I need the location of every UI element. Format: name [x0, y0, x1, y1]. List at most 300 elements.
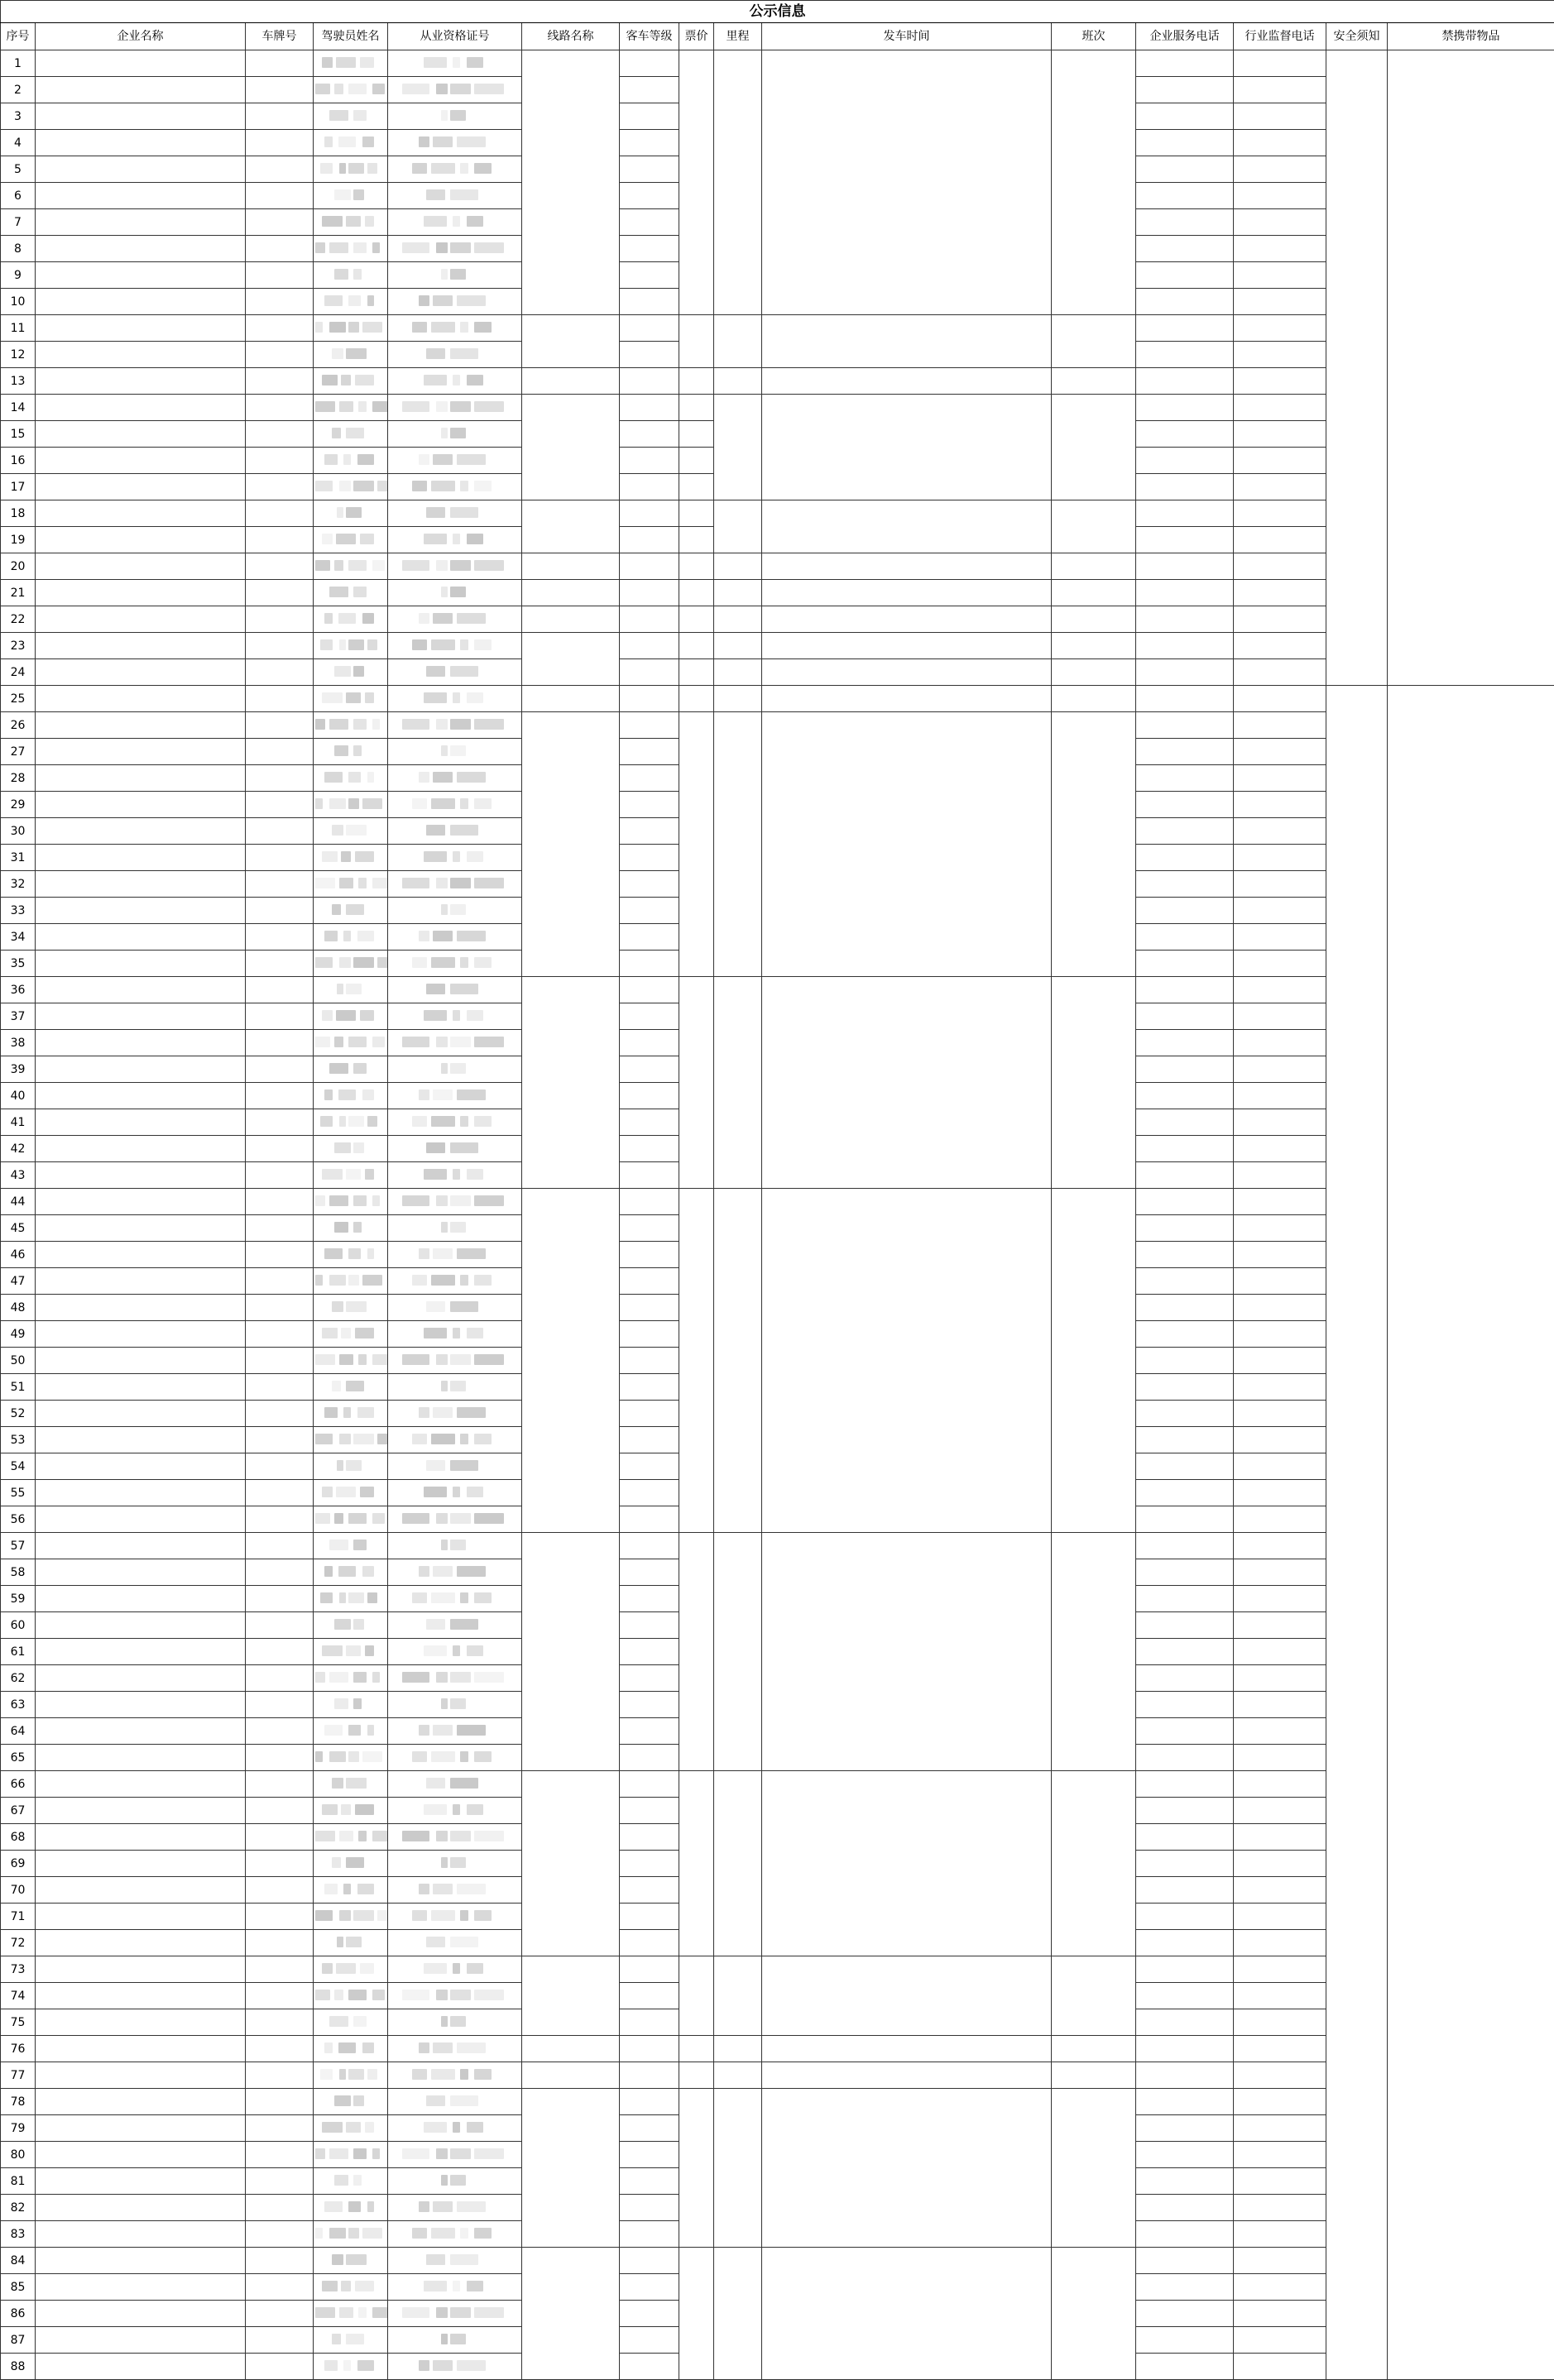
supervise-phone	[1234, 448, 1326, 474]
table-row	[1, 1771, 1554, 1798]
redacted-mark	[433, 1725, 453, 1736]
row-number: 12	[1, 342, 36, 368]
plate-number	[246, 1877, 314, 1904]
redacted-mark	[402, 1672, 429, 1683]
company-name	[36, 2062, 246, 2089]
supervise-phone	[1234, 2195, 1326, 2221]
company-name	[36, 686, 246, 712]
license-number-redacted	[388, 1295, 522, 1321]
service-phone	[1136, 712, 1234, 739]
redacted-mark	[322, 1328, 338, 1338]
redacted-mark	[431, 1434, 455, 1444]
service-phone	[1136, 2062, 1234, 2089]
plate-number	[246, 871, 314, 898]
redacted-mark	[457, 1884, 486, 1894]
redacted-mark	[346, 1937, 362, 1947]
redacted-mark	[334, 1142, 351, 1153]
service-phone	[1136, 448, 1234, 474]
row-number: 70	[1, 1877, 36, 1904]
row-number: 60	[1, 1612, 36, 1639]
company-name	[36, 845, 246, 871]
license-number-redacted	[388, 712, 522, 739]
service-phone	[1136, 1109, 1234, 1136]
redacted-mark	[474, 1910, 492, 1921]
service-phone	[1136, 500, 1234, 527]
redacted-mark	[365, 216, 374, 227]
plate-number	[246, 1083, 314, 1109]
driver-name-redacted	[314, 2221, 388, 2248]
plate-number	[246, 183, 314, 209]
driver-name-redacted	[314, 1559, 388, 1586]
redacted-mark	[402, 1354, 429, 1365]
redacted-mark	[450, 560, 471, 571]
service-phone	[1136, 1904, 1234, 1930]
redacted-mark	[339, 639, 346, 650]
service-phone	[1136, 395, 1234, 421]
bus-grade	[620, 1559, 679, 1586]
redacted-mark	[431, 481, 455, 491]
redacted-mark	[329, 1751, 346, 1762]
redacted-mark	[453, 1963, 460, 1974]
schedule-frequency	[1052, 2062, 1136, 2089]
supervise-phone	[1234, 1692, 1326, 1718]
redacted-mark	[474, 719, 504, 730]
bus-grade	[620, 315, 679, 342]
row-number: 48	[1, 1295, 36, 1321]
table-row	[1, 2089, 1554, 2115]
supervise-phone	[1234, 1586, 1326, 1612]
redacted-mark	[426, 825, 445, 836]
service-phone	[1136, 765, 1234, 792]
company-name	[36, 315, 246, 342]
bus-grade	[620, 898, 679, 924]
redacted-mark	[441, 110, 448, 121]
driver-name-redacted	[314, 606, 388, 633]
redacted-mark	[457, 613, 486, 624]
row-number: 88	[1, 2354, 36, 2380]
redacted-mark	[348, 1513, 367, 1524]
row-number: 87	[1, 2327, 36, 2354]
plate-number	[246, 2195, 314, 2221]
supervise-phone	[1234, 1930, 1326, 1956]
redacted-mark	[433, 295, 453, 306]
license-number-redacted	[388, 2009, 522, 2036]
redacted-mark	[426, 1778, 445, 1789]
redacted-mark	[433, 772, 453, 783]
redacted-mark	[346, 1460, 362, 1471]
redacted-mark	[346, 348, 367, 359]
row-number: 31	[1, 845, 36, 871]
bus-grade	[620, 1321, 679, 1348]
company-name	[36, 871, 246, 898]
redacted-mark	[358, 2307, 367, 2318]
redacted-mark	[453, 1645, 460, 1656]
redacted-mark	[433, 2201, 453, 2212]
redacted-mark	[377, 957, 388, 968]
redacted-mark	[450, 2334, 466, 2344]
departure-time	[762, 633, 1052, 659]
license-number-redacted	[388, 659, 522, 686]
redacted-mark	[315, 1990, 330, 2000]
driver-name-redacted	[314, 818, 388, 845]
company-name	[36, 1956, 246, 1983]
license-number-redacted	[388, 342, 522, 368]
bus-grade	[620, 1506, 679, 1533]
driver-name-redacted	[314, 1930, 388, 1956]
supervise-phone	[1234, 2221, 1326, 2248]
supervise-phone	[1234, 1877, 1326, 1904]
route-distance	[714, 1956, 762, 2036]
bus-grade	[620, 845, 679, 871]
supervise-phone	[1234, 1904, 1326, 1930]
service-phone	[1136, 1956, 1234, 1983]
redacted-mark	[334, 269, 348, 280]
driver-name-redacted	[314, 1136, 388, 1162]
bus-grade	[620, 1162, 679, 1189]
table-row	[1, 368, 1554, 395]
bus-grade	[620, 395, 679, 421]
column-header: 班次	[1052, 23, 1136, 50]
redacted-mark	[346, 1778, 367, 1789]
redacted-mark	[467, 1010, 483, 1021]
plate-number	[246, 395, 314, 421]
plate-number	[246, 898, 314, 924]
redacted-mark	[433, 2360, 453, 2371]
bus-grade	[620, 2221, 679, 2248]
bus-grade	[620, 527, 679, 553]
bus-grade	[620, 1295, 679, 1321]
license-number-redacted	[388, 1003, 522, 1030]
company-name	[36, 818, 246, 845]
plate-number	[246, 1586, 314, 1612]
route-name	[522, 1956, 620, 2036]
redacted-mark	[426, 1619, 445, 1630]
redacted-mark	[436, 878, 448, 888]
driver-name-redacted	[314, 924, 388, 951]
company-name	[36, 2301, 246, 2327]
license-number-redacted	[388, 951, 522, 977]
redacted-mark	[348, 84, 367, 94]
redacted-mark	[424, 1963, 447, 1974]
redacted-mark	[339, 1116, 346, 1127]
service-phone	[1136, 1268, 1234, 1295]
ticket-price	[679, 315, 714, 368]
supervise-phone	[1234, 1215, 1326, 1242]
redacted-mark	[460, 1751, 468, 1762]
license-number-redacted	[388, 871, 522, 898]
service-phone	[1136, 527, 1234, 553]
supervise-phone	[1234, 1083, 1326, 1109]
ticket-price	[679, 606, 714, 633]
ticket-price	[679, 500, 714, 527]
redacted-mark	[453, 692, 460, 703]
bus-grade	[620, 1109, 679, 1136]
redacted-mark	[450, 1354, 471, 1365]
row-number: 35	[1, 951, 36, 977]
redacted-mark	[467, 692, 483, 703]
redacted-mark	[315, 1354, 335, 1365]
redacted-mark	[324, 454, 338, 465]
redacted-mark	[426, 1937, 445, 1947]
driver-name-redacted	[314, 2009, 388, 2036]
plate-number	[246, 1506, 314, 1533]
driver-name-redacted	[314, 2062, 388, 2089]
redacted-mark	[412, 2069, 427, 2080]
service-phone	[1136, 262, 1234, 289]
redacted-mark	[346, 1857, 364, 1868]
redacted-mark	[372, 1831, 388, 1841]
redacted-mark	[457, 2042, 486, 2053]
license-number-redacted	[388, 2036, 522, 2062]
schedule-frequency	[1052, 395, 1136, 500]
redacted-mark	[412, 322, 427, 333]
redacted-mark	[341, 2281, 351, 2291]
route-name	[522, 633, 620, 686]
plate-number	[246, 2248, 314, 2274]
redacted-mark	[433, 613, 453, 624]
row-number: 37	[1, 1003, 36, 1030]
redacted-mark	[353, 666, 364, 677]
redacted-mark	[324, 772, 343, 783]
redacted-mark	[460, 957, 468, 968]
route-name	[522, 553, 620, 580]
license-number-redacted	[388, 633, 522, 659]
license-number-redacted	[388, 739, 522, 765]
license-number-redacted	[388, 2115, 522, 2142]
company-name	[36, 1877, 246, 1904]
service-phone	[1136, 2115, 1234, 2142]
redacted-mark	[339, 1354, 353, 1365]
redacted-mark	[424, 57, 447, 68]
route-distance	[714, 553, 762, 580]
redacted-mark	[467, 1169, 483, 1180]
redacted-mark	[348, 2201, 361, 2212]
redacted-mark	[474, 798, 492, 809]
supervise-phone	[1234, 368, 1326, 395]
redacted-mark	[324, 1248, 343, 1259]
redacted-mark	[436, 1195, 448, 1206]
redacted-mark	[450, 1937, 478, 1947]
redacted-mark	[332, 1381, 341, 1391]
row-number: 6	[1, 183, 36, 209]
redacted-mark	[372, 2307, 388, 2318]
ticket-price	[679, 580, 714, 606]
schedule-frequency	[1052, 50, 1136, 315]
route-distance	[714, 2062, 762, 2089]
company-name	[36, 1056, 246, 1083]
redacted-mark	[343, 931, 351, 941]
ticket-price	[679, 368, 714, 395]
license-number-redacted	[388, 2274, 522, 2301]
service-phone	[1136, 1639, 1234, 1665]
redacted-mark	[474, 1116, 492, 1127]
bus-grade	[620, 2168, 679, 2195]
service-phone	[1136, 606, 1234, 633]
redacted-mark	[426, 348, 445, 359]
ticket-price	[679, 2248, 714, 2380]
schedule-frequency	[1052, 712, 1136, 977]
company-name	[36, 977, 246, 1003]
supervise-phone	[1234, 1559, 1326, 1586]
plate-number	[246, 2062, 314, 2089]
plate-number	[246, 1056, 314, 1083]
license-number-redacted	[388, 1851, 522, 1877]
redacted-mark	[334, 560, 343, 571]
row-number: 52	[1, 1401, 36, 1427]
company-name	[36, 1136, 246, 1162]
supervise-phone	[1234, 2036, 1326, 2062]
redacted-mark	[341, 375, 351, 385]
departure-time	[762, 1771, 1052, 1956]
bus-grade	[620, 2036, 679, 2062]
redacted-mark	[367, 2069, 377, 2080]
redacted-mark	[426, 507, 445, 518]
redacted-mark	[348, 1725, 361, 1736]
redacted-mark	[453, 2281, 460, 2291]
supervise-phone	[1234, 686, 1326, 712]
redacted-mark	[362, 613, 374, 624]
redacted-mark	[424, 1645, 447, 1656]
route-name	[522, 395, 620, 500]
redacted-mark	[334, 2095, 351, 2106]
redacted-mark	[431, 1592, 455, 1603]
service-phone	[1136, 1824, 1234, 1851]
company-name	[36, 1639, 246, 1665]
plate-number	[246, 1295, 314, 1321]
company-name	[36, 527, 246, 553]
plate-number	[246, 1003, 314, 1030]
departure-time	[762, 659, 1052, 686]
table-row	[1, 50, 1554, 77]
schedule-frequency	[1052, 686, 1136, 712]
departure-time	[762, 553, 1052, 580]
redacted-mark	[450, 401, 471, 412]
redacted-mark	[450, 1513, 471, 1524]
schedule-frequency	[1052, 633, 1136, 659]
redacted-mark	[357, 1884, 374, 1894]
company-name	[36, 1427, 246, 1453]
redacted-mark	[436, 401, 448, 412]
route-name	[522, 606, 620, 633]
schedule-frequency	[1052, 1533, 1136, 1771]
service-phone	[1136, 1453, 1234, 1480]
redacted-mark	[453, 375, 460, 385]
row-number: 47	[1, 1268, 36, 1295]
route-distance	[714, 1533, 762, 1771]
row-number: 19	[1, 527, 36, 553]
redacted-mark	[426, 666, 445, 677]
redacted-mark	[343, 2360, 351, 2371]
bus-grade	[620, 1427, 679, 1453]
redacted-mark	[348, 1592, 364, 1603]
row-number: 18	[1, 500, 36, 527]
supervise-phone	[1234, 2274, 1326, 2301]
redacted-mark	[322, 2122, 343, 2133]
driver-name-redacted	[314, 739, 388, 765]
driver-name-redacted	[314, 1904, 388, 1930]
redacted-mark	[315, 401, 335, 412]
supervise-phone	[1234, 818, 1326, 845]
service-phone	[1136, 183, 1234, 209]
redacted-mark	[474, 1513, 504, 1524]
driver-name-redacted	[314, 2036, 388, 2062]
plate-number	[246, 2168, 314, 2195]
row-number: 38	[1, 1030, 36, 1056]
service-phone	[1136, 1003, 1234, 1030]
schedule-frequency	[1052, 580, 1136, 606]
driver-name-redacted	[314, 1480, 388, 1506]
redacted-mark	[329, 1672, 348, 1683]
redacted-mark	[353, 745, 362, 756]
redacted-mark	[433, 1884, 453, 1894]
redacted-mark	[360, 1010, 374, 1021]
service-phone	[1136, 1851, 1234, 1877]
redacted-mark	[322, 2281, 338, 2291]
redacted-mark	[336, 1010, 356, 1021]
redacted-mark	[450, 348, 478, 359]
route-name	[522, 2036, 620, 2062]
company-name	[36, 1930, 246, 1956]
driver-name-redacted	[314, 2195, 388, 2221]
row-number: 29	[1, 792, 36, 818]
license-number-redacted	[388, 1771, 522, 1798]
supervise-phone	[1234, 1242, 1326, 1268]
bus-grade	[620, 1851, 679, 1877]
supervise-phone	[1234, 2301, 1326, 2327]
table-row	[1, 2248, 1554, 2274]
bus-grade	[620, 1136, 679, 1162]
company-name	[36, 1321, 246, 1348]
redacted-mark	[453, 1804, 460, 1815]
schedule-frequency	[1052, 977, 1136, 1189]
license-number-redacted	[388, 2062, 522, 2089]
service-phone	[1136, 580, 1234, 606]
redacted-mark	[419, 931, 429, 941]
redacted-mark	[336, 1963, 356, 1974]
row-number: 81	[1, 2168, 36, 2195]
redacted-mark	[315, 2228, 323, 2239]
redacted-mark	[460, 322, 468, 333]
driver-name-redacted	[314, 2327, 388, 2354]
redacted-mark	[329, 798, 346, 809]
schedule-frequency	[1052, 606, 1136, 633]
redacted-mark	[324, 1089, 333, 1100]
plate-number	[246, 1798, 314, 1824]
redacted-mark	[324, 613, 333, 624]
driver-name-redacted	[314, 686, 388, 712]
driver-name-redacted	[314, 1215, 388, 1242]
redacted-mark	[457, 931, 486, 941]
bus-grade	[620, 2248, 679, 2274]
driver-name-redacted	[314, 1586, 388, 1612]
redacted-mark	[450, 1037, 471, 1047]
redacted-mark	[450, 878, 471, 888]
redacted-mark	[474, 1751, 492, 1762]
route-distance	[714, 1771, 762, 1956]
redacted-mark	[441, 745, 448, 756]
redacted-mark	[402, 84, 429, 94]
plate-number	[246, 2274, 314, 2301]
redacted-mark	[474, 1037, 504, 1047]
company-name	[36, 1083, 246, 1109]
redacted-mark	[315, 560, 330, 571]
row-number: 4	[1, 130, 36, 156]
redacted-mark	[329, 2016, 348, 2027]
route-distance	[714, 659, 762, 686]
redacted-mark	[332, 2254, 343, 2265]
redacted-mark	[372, 560, 385, 571]
license-number-redacted	[388, 1692, 522, 1718]
